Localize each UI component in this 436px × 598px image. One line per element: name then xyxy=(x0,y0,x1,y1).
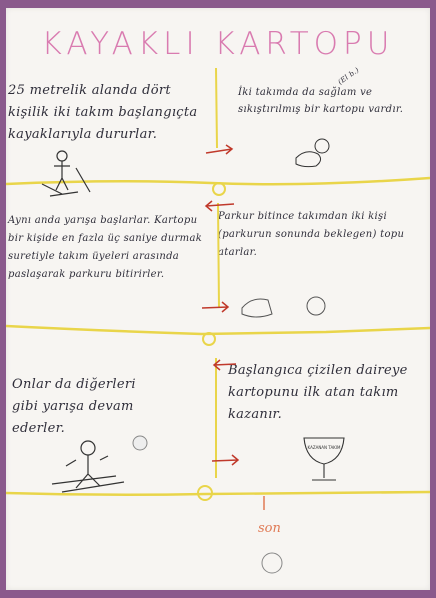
snowball-3 xyxy=(133,436,147,450)
section2-left-text: Aynı anda yarışa başlarlar. Kartopu bir kişide en fazla üç saniye durmak suretiyle takım üyeleri arasında paslaşarak parkuru bitirirler. xyxy=(8,215,203,280)
center-circle-1 xyxy=(213,183,225,195)
section1-right-note: (El b.) xyxy=(336,65,361,87)
section1-right-text: İki takımda da sağlam ve sıkıştırılmış bir kartopu vardır. xyxy=(238,87,404,115)
section2-right-text: Parkur bitince takımdan iki kişi (parkurun sonunda beklegen) topu atarlar. xyxy=(218,211,405,258)
end-label: son xyxy=(258,521,281,536)
trophy-label: KAZANAN TAKIM xyxy=(307,445,341,450)
arrows xyxy=(202,145,238,465)
target-circle xyxy=(262,553,282,573)
hand-snowball-2 xyxy=(242,297,325,317)
skier-figure-1 xyxy=(42,151,90,196)
section3-right-text: Başlangıca çizilen daireye kartopunu ilk atan takım kazanır. xyxy=(228,363,408,422)
lane-line-2 xyxy=(6,326,430,334)
skier-figure-2 xyxy=(52,441,124,492)
section1-left-text: 25 metrelik alanda dört kişilik iki takım başlangıçta kayaklarıyla dururlar. xyxy=(8,83,198,142)
sketch-overlay xyxy=(6,8,430,590)
page-title: KAYAKLI KARTOPU xyxy=(41,26,395,62)
worksheet-page xyxy=(6,8,430,590)
section3-left-text: Onlar da diğerleri gibi yarışa devam ederler. xyxy=(12,377,136,436)
hand-snowball-1 xyxy=(296,139,329,167)
lane-line-3 xyxy=(6,492,430,495)
center-divider xyxy=(216,68,219,478)
